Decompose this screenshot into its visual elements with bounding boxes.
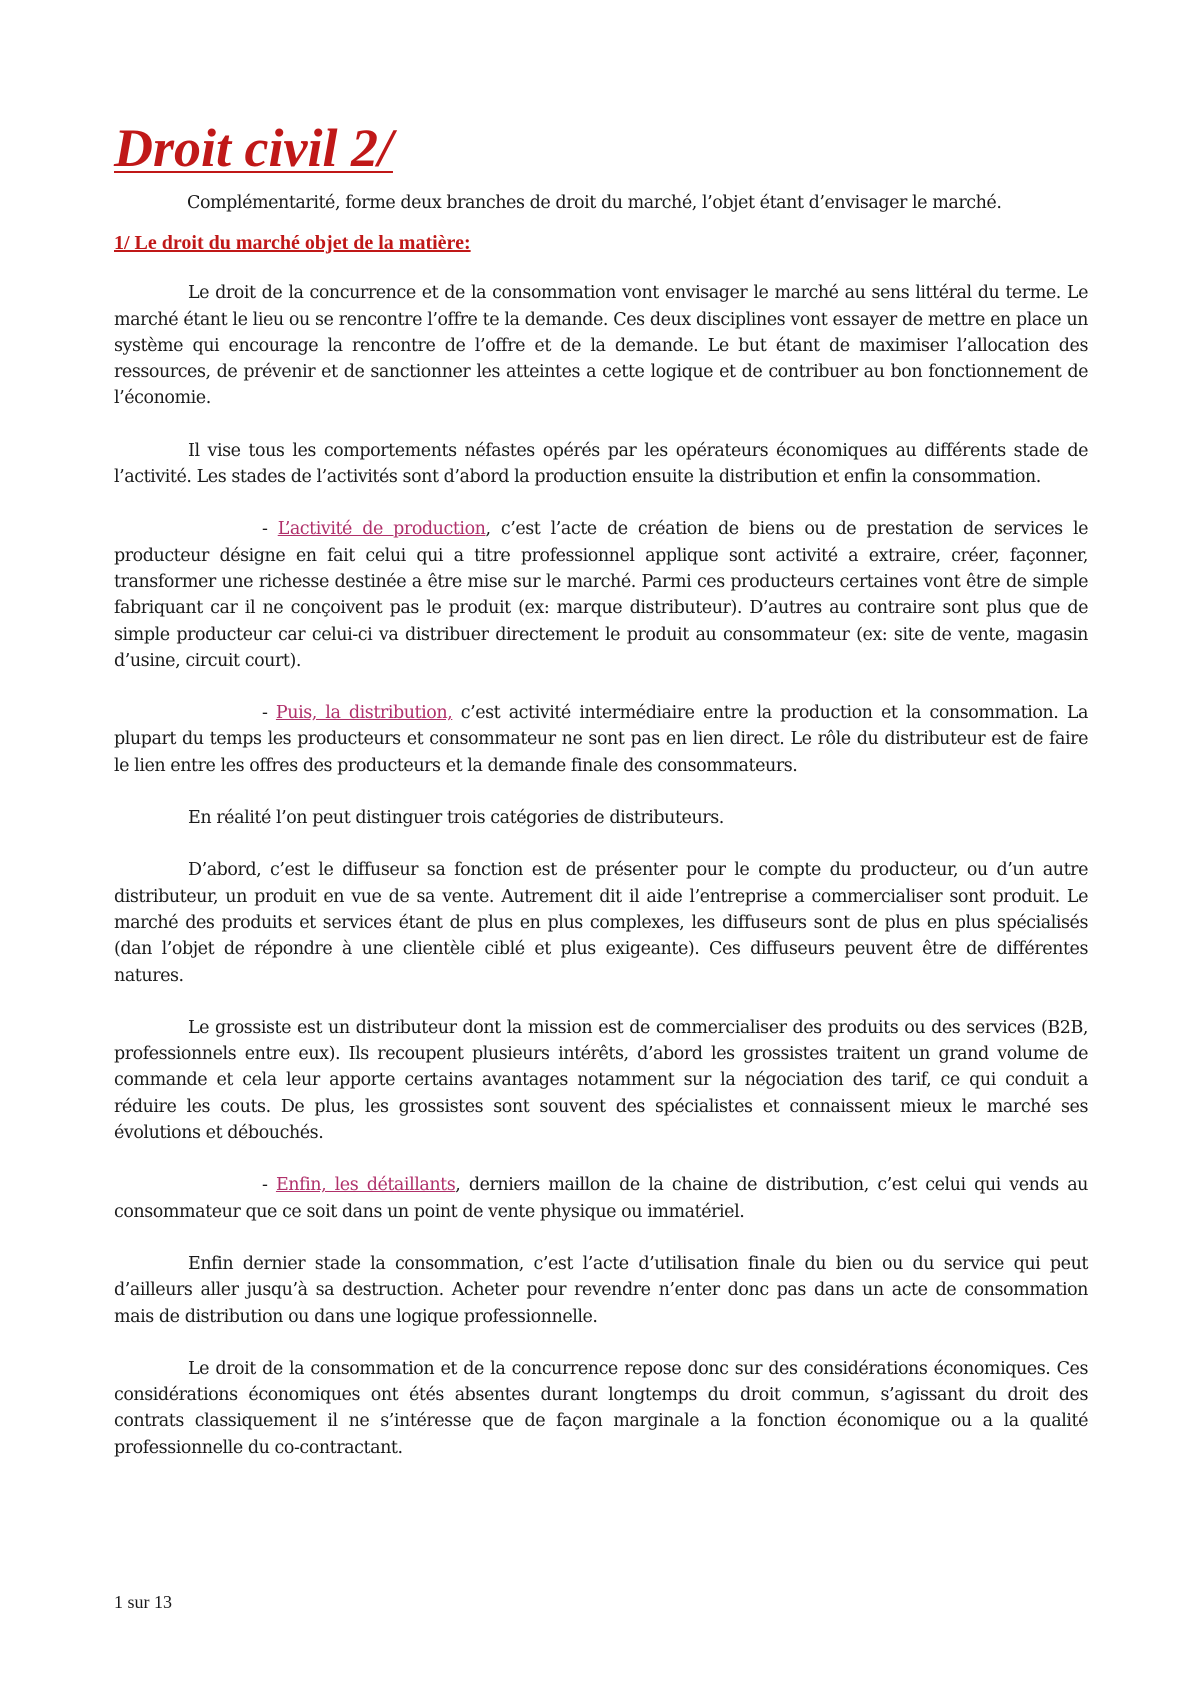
- paragraph-1: Le droit de la concurrence et de la consommation vont envisager le marché au sens littéral du terme. Le marché étant le lieu ou se rencontre l’offre te la demande. Ces deux disciplines vont essayer de mettre en place un système qui encourage la rencontre de l’offre et de la demande. Le but étant de maximiser l’allocation des ressources, de prévenir et de sanctionner les atteintes a cette logique et de contribuer au bon fonctionnement de l’économie.: [114, 283, 1088, 409]
- term-production: L’activité de production: [277, 519, 486, 540]
- paragraph-7: Le droit de la consommation et de la concurrence repose donc sur des considérations économiques. Ces considérations économiques ont étés absentes durant longtemps du droit commun, s’agissant du droit des contrats classiquement il ne s’intéresse que de façon marginale a la fonction économique ou a la qualité professionnelle du co-contractant.: [114, 1358, 1088, 1458]
- page-number: 1 sur 13: [114, 1592, 172, 1612]
- list-dash: -: [262, 703, 276, 724]
- paragraph-3: En réalité l’on peut distinguer trois catégories de distributeurs.: [188, 808, 724, 829]
- paragraph-5: Le grossiste est un distributeur dont la mission est de commercialiser des produits ou des services (B2B, professionnels entre eux). Ils recoupent plusieurs intérêts, d’abord les grossistes traitent un grand volume de commande et cela leur apporte certains avantages notamment sur la négociation des tarif, ce qui conduit a réduire les couts. De plus, les grossistes sont souvent des spécialistes et connaissent mieux le marché ses évolutions et débouchés.: [114, 1017, 1088, 1144]
- list-item-text: , derniers maillon de la chaine de distribution, c’est celui qui vends au consommateur que ce soit dans un point de vente physique ou immatériel.: [114, 1175, 1088, 1222]
- list-item-text: , c’est l’acte de création de biens ou de prestation de services le producteur désigne en fait celui qui a titre professionnel applique sont activité a extraire, créer, façonner, transformer une richesse destinée a être mise sur le marché. Parmi ces producteurs certaines vont être de simple fabriquant car il ne conçoivent pas le produit (ex: marque distributeur). D’autres au contraire sont plus que de simple producteur car celui-ci va distribuer directement le produit au consommateur (ex: site de vente, magasin d’usine, circuit court).: [114, 519, 1088, 671]
- list-item-distribution: [114, 700, 1088, 779]
- term-detaillants: Enfin, les détaillants: [275, 1175, 456, 1196]
- section-heading: 1/ Le droit du marché objet de la matière:: [114, 232, 471, 255]
- term-distribution: Puis, la distribution,: [275, 703, 453, 724]
- list-dash: -: [262, 519, 278, 540]
- paragraph-4: D’abord, c’est le diffuseur sa fonction est de présenter pour le compte du producteur, ou d’un autre distributeur, un produit en vue de sa vente. Autrement dit il aide l’entreprise a commercialiser sont produit. Le marché des produits et services étant de plus en plus complexes, les diffuseurs sont de plus en plus spécialisés (dan l’objet de répondre à une clientèle ciblé et plus exigeante). Ces diffuseurs peuvent être de différentes natures.: [114, 860, 1088, 986]
- list-dash: -: [262, 1175, 276, 1196]
- intro-paragraph: Complémentarité, forme deux branches de droit du marché, l’objet étant d’envisager le marché.: [187, 193, 1002, 213]
- paragraph-2: Il vise tous les comportements néfastes opérés par les opérateurs économiques au différents stade de l’activité. Les stades de l’activités sont d’abord la production ensuite la distribution et enfin la consommation.: [114, 440, 1088, 488]
- paragraph-6: Enfin dernier stade la consommation, c’est l’acte d’utilisation finale du bien ou du service qui peut d’ailleurs aller jusqu’à sa destruction. Acheter pour revendre n’enter donc pas dans un acte de consommation mais de distribution ou dans une logique professionnelle.: [114, 1253, 1088, 1327]
- list-item-text: c’est activité intermédiaire entre la production et la consommation. La plupart du temps les producteurs et consommateur ne sont pas en lien direct. Le rôle du distributeur est de faire le lien entre les offres des producteurs et la demande finale des consommateurs.: [114, 703, 1088, 776]
- list-item-production: [114, 516, 1088, 674]
- document-title: Droit civil 2/: [114, 118, 393, 178]
- list-item-detaillants: [114, 1172, 1088, 1225]
- document-body: [114, 118, 1088, 1487]
